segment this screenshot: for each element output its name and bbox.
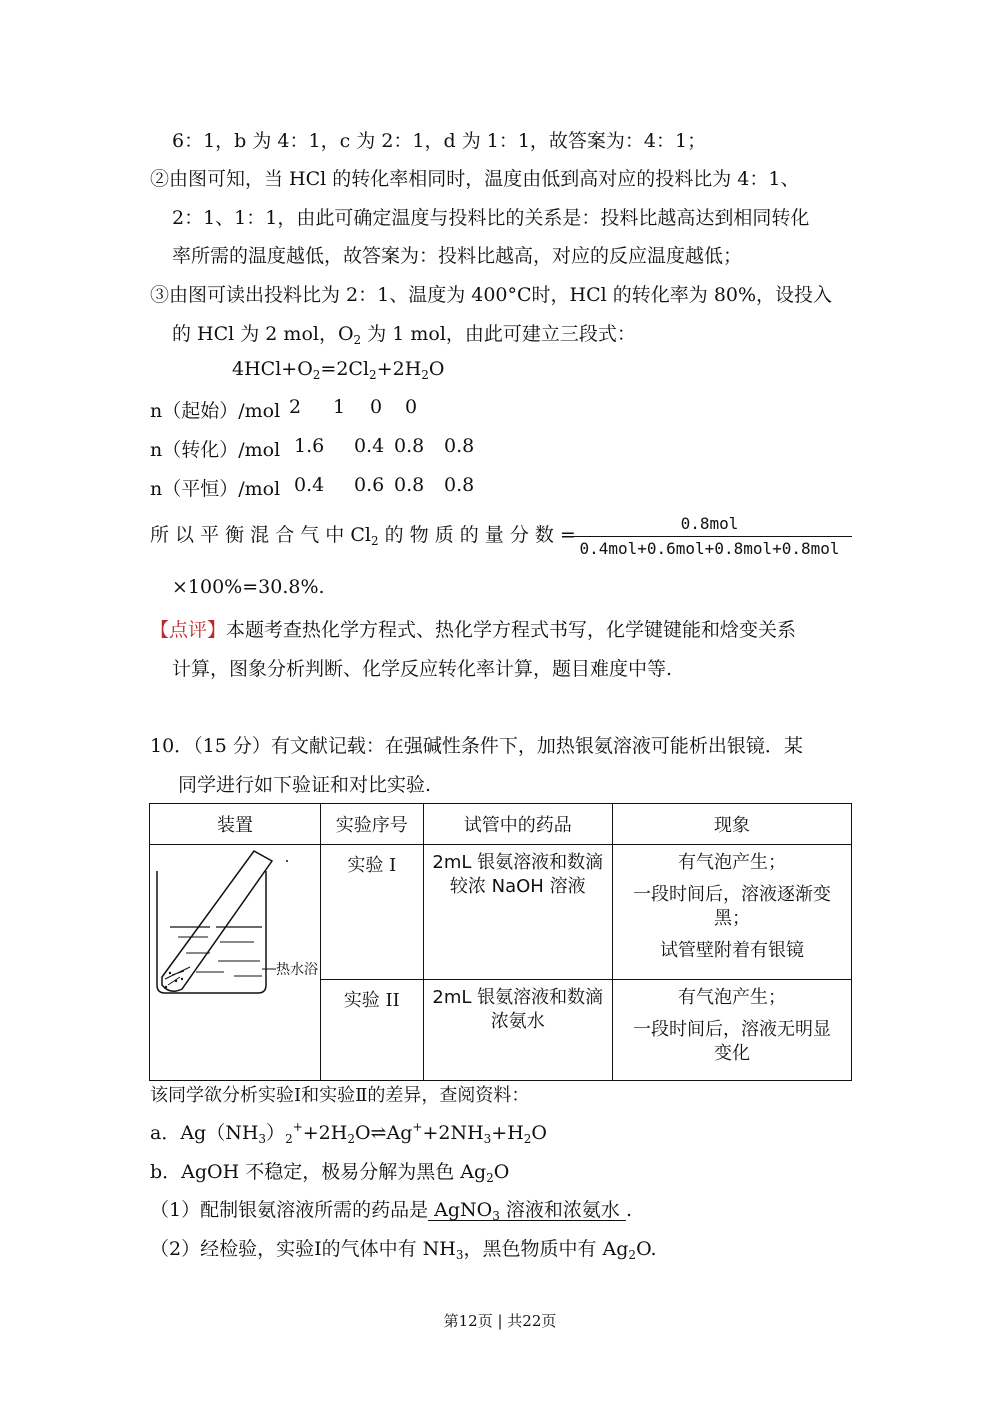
eq-part: O: [428, 358, 445, 380]
subscript: 3: [492, 1209, 500, 1223]
header-cell: 装置: [150, 804, 321, 845]
text-line: 2：1、1：1，由此可确定温度与投料比的关系是：投料比越高达到相同转化: [172, 207, 810, 229]
reagent-cell: [423, 845, 612, 980]
row-value: 0.6: [354, 474, 385, 496]
phenomenon-cell: [612, 845, 851, 980]
row-label: n（转化）/mol: [150, 439, 281, 461]
text-span: O.: [636, 1238, 657, 1260]
text-span: 所 以 平 衡 混 合 气 中 Cl: [150, 524, 371, 546]
three-stage-row-start: [150, 396, 280, 423]
subscript: 2: [369, 368, 377, 382]
eq-part: 4HCl+O: [232, 358, 313, 380]
text-span: +H: [491, 1122, 524, 1144]
row-value: 0: [370, 396, 383, 418]
question-2: [150, 1234, 657, 1262]
text-span: O⇌Ag: [354, 1122, 413, 1144]
reagent-cell: [423, 979, 612, 1080]
text-span: O: [493, 1161, 510, 1183]
subscript: 3: [455, 1248, 464, 1262]
subscript: 2: [353, 333, 362, 347]
subscript: 3: [258, 1132, 267, 1146]
reagent-line: 2mL 银氨溶液和数滴: [432, 986, 604, 1008]
row-value: 1.6: [294, 435, 325, 457]
row-value: 0.8: [444, 435, 475, 457]
text-line: 该同学欲分析实验Ⅰ和实验Ⅱ的差异，查阅资料：: [150, 1085, 530, 1106]
phenomenon-cell: [612, 979, 851, 1080]
row-value: 1: [333, 396, 346, 418]
text-line: 计算，图象分析判断、化学反应转化率计算，题目难度中等.: [172, 658, 673, 680]
reagent-line: 2mL 银氨溶液和数滴: [432, 852, 604, 873]
table-header-row: [150, 804, 852, 845]
text-line: ×100%=30.8%.: [172, 576, 325, 598]
row-label: n（平恒）/mol: [150, 478, 281, 500]
fraction-lead: [150, 520, 576, 548]
text-line: 同学进行如下验证和对比实验.: [178, 774, 432, 796]
row-value: 0.8: [394, 435, 425, 457]
reaction-equation: [232, 358, 444, 382]
experiment-id-cell: 实验 I: [321, 845, 424, 980]
phenomenon-line: 试管壁附着有银镜: [659, 940, 804, 961]
reference-b: [150, 1157, 509, 1185]
text-span: 的 HCl 为 2 mol，O: [172, 323, 354, 345]
text-span: b．AgOH 不稳定，极易分解为黑色 Ag: [150, 1161, 487, 1183]
text-span: 溶液和浓氨水: [499, 1199, 626, 1221]
experiment-id-cell: 实验 II: [321, 979, 424, 1080]
text-span: 为 1 mol，由此可建立三段式：: [361, 323, 636, 345]
fraction-denominator: 0.4mol+0.6mol+0.8mol+0.8mol: [579, 539, 840, 558]
text-span: AgNO: [428, 1199, 493, 1221]
row-label: n（起始）/mol: [150, 400, 281, 422]
header-cell: 实验序号: [321, 804, 424, 845]
text-line: ③由图可读出投料比为 2：1、温度为 400°C时，HCl 的转化率为 80%，设投入: [150, 284, 833, 306]
text-line: ②由图可知，当 HCl 的转化率相同时，温度由低到高对应的投料比为 4：1、: [150, 168, 800, 190]
subscript: 2: [523, 1132, 532, 1146]
row-value: 0.4: [294, 474, 325, 496]
subscript: 2: [285, 1132, 293, 1146]
phenomenon-line: 一段时间后，溶液逐渐变黑；: [632, 884, 831, 929]
text-span: 本题考查热化学方程式、热化学方程式书写，化学键键能和焓变关系: [226, 619, 797, 641]
text-span: a．Ag（NH: [150, 1122, 259, 1144]
beaker-diagram: [150, 845, 320, 1075]
row-value: 0.4: [354, 435, 385, 457]
subscript: 2: [347, 1132, 355, 1146]
text-span: O: [531, 1122, 547, 1144]
answer-underlined: [428, 1199, 626, 1221]
eq-part: +2H: [376, 358, 422, 380]
text-span: +2H: [302, 1122, 348, 1144]
reagent-line: 较浓 NaOH 溶液: [449, 876, 586, 897]
superscript: +: [412, 1120, 423, 1134]
fraction: [567, 512, 852, 561]
text-line: [172, 319, 636, 347]
text-span: ）: [266, 1122, 286, 1144]
page-footer: 第12页 | 共22页: [443, 1312, 557, 1330]
subscript: 3: [483, 1132, 492, 1146]
phenomenon-line: 有气泡产生；: [677, 986, 786, 1008]
phenomenon-line: 有气泡产生；: [677, 852, 786, 873]
text-span: （1）配制银氨溶液所需的药品是: [150, 1199, 429, 1221]
water-bath-label: 热水浴: [276, 962, 318, 978]
comment-tag: 【点评】: [150, 619, 227, 641]
question-10-title: 10．（15 分）有文献记载：在强碱性条件下，加热银氨溶液可能析出银镜．某: [150, 735, 803, 757]
superscript: +: [292, 1120, 303, 1134]
three-stage-row-equilibrium: [150, 474, 280, 501]
apparatus-cell: [150, 845, 321, 1081]
header-cell: 试管中的药品: [423, 804, 612, 845]
row-value: 0.8: [444, 474, 475, 496]
eq-part: =2Cl: [320, 358, 370, 380]
header-cell: 现象: [612, 804, 851, 845]
subscript: 2: [628, 1248, 637, 1262]
text-span: 的 物 质 的 量 分 数 =: [378, 524, 576, 546]
text-line: 6：1，b 为 4：1，c 为 2：1，d 为 1：1，故答案为：4：1；: [172, 130, 707, 152]
subscript: 2: [312, 368, 321, 382]
experiment-table: [149, 803, 852, 1081]
text-span: .: [625, 1199, 632, 1221]
text-span: （2）经检验，实验Ⅰ的气体中有 NH: [150, 1238, 456, 1260]
phenomenon-line: 一段时间后，溶液无明显变化: [632, 1018, 831, 1064]
row-value: 2: [289, 396, 302, 418]
fraction-numerator: 0.8mol: [680, 514, 739, 533]
text-line: 率所需的温度越低，故答案为：投料比越高，对应的反应温度越低；: [172, 245, 743, 267]
row-value: 0.8: [394, 474, 425, 496]
subscript: 2: [486, 1171, 494, 1185]
subscript: 2: [421, 368, 429, 382]
text-span: ，黑色物质中有 Ag: [463, 1238, 629, 1260]
question-1: [150, 1195, 632, 1223]
three-stage-row-change: [150, 435, 280, 462]
reference-a: [150, 1118, 547, 1146]
comment-line: [150, 615, 796, 642]
table-row: [150, 845, 852, 980]
reagent-line: 浓氨水: [490, 1010, 545, 1032]
row-value: 0: [405, 396, 418, 418]
text-span: +2NH: [422, 1122, 484, 1144]
subscript: 2: [370, 534, 379, 548]
